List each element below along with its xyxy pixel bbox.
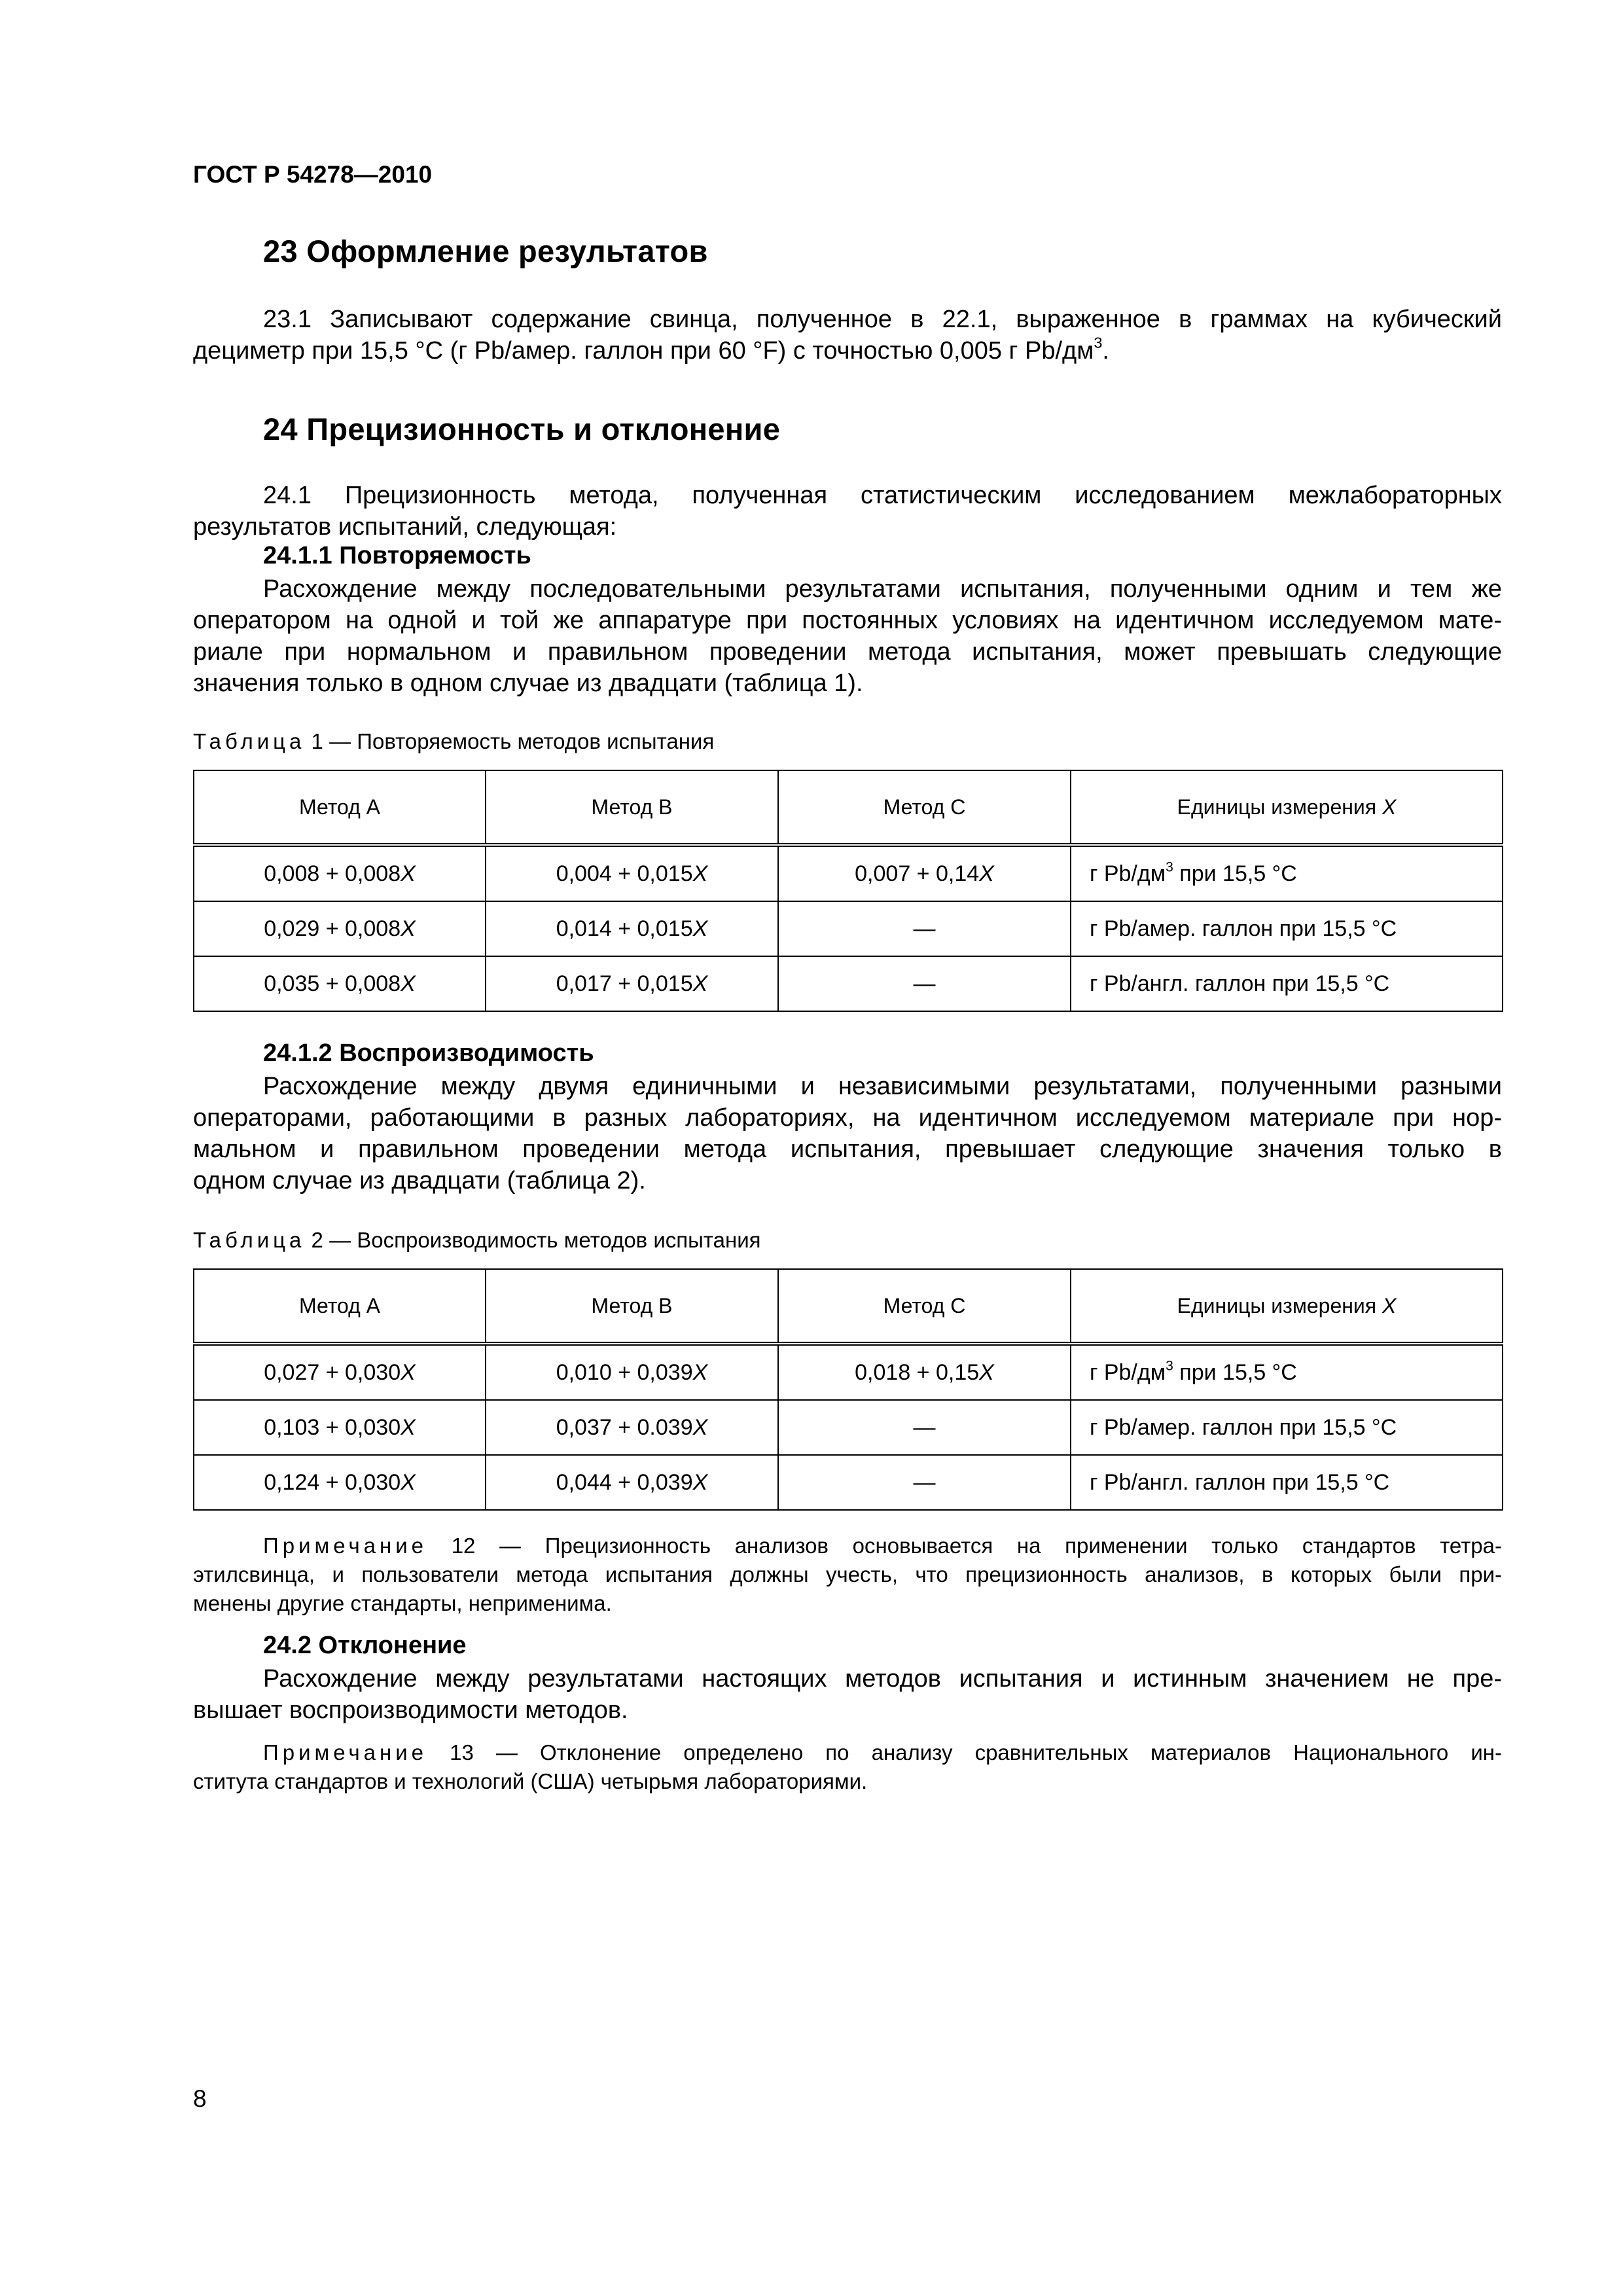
table-cell <box>778 1344 1071 1400</box>
table-1 <box>193 770 1503 1012</box>
table-cell <box>778 901 1071 956</box>
caption-text: 2 — Воспроизводимость методов испытания <box>305 1228 761 1252</box>
unit-cell <box>1071 956 1503 1011</box>
note-line: менены другие стандарты, неприменима. <box>193 1591 612 1615</box>
cell-value: 0,044 + 0,039 <box>556 1469 693 1495</box>
cell-value: — <box>913 916 936 941</box>
table-cell <box>778 1400 1071 1455</box>
table-cell <box>486 956 778 1011</box>
section-23-title: 23 Оформление результатов <box>263 234 708 268</box>
header-variable: X <box>1382 795 1397 819</box>
header-cell: Метод А <box>194 1269 486 1344</box>
note-text: 12 — Прецизионность анализов основывается на применении только стандартов тетра- <box>427 1534 1502 1558</box>
subsection-24-2-title: 24.2 Отклонение <box>263 1632 467 1659</box>
note-line: ститута стандартов и технологий (США) четырьмя лабораториями. <box>193 1769 868 1793</box>
caption-label: Таблица <box>193 1228 306 1252</box>
table-cell <box>486 1400 778 1455</box>
table-header-row <box>194 770 1503 845</box>
paragraph-line: вышает воспроизводимости методов. <box>193 1696 628 1724</box>
cell-value: — <box>913 1414 936 1440</box>
section-24-1-paragraph <box>193 480 1502 543</box>
paragraph-line: Расхождение между последовательными результатами испытания, полученными одним и тем же <box>263 575 1502 603</box>
table-cell <box>486 1344 778 1400</box>
cell-variable: X <box>401 916 416 941</box>
caption-label: Таблица <box>193 729 306 753</box>
unit-cell <box>1071 1455 1503 1510</box>
note-text: 13 — Отклонение определено по анализу сравнительных материалов Национального ин- <box>427 1740 1502 1765</box>
subsection-24-2-paragraph <box>193 1663 1502 1726</box>
cell-value: 0,027 + 0,030 <box>264 1359 401 1385</box>
table-cell <box>194 1455 486 1510</box>
cell-variable: X <box>692 971 708 996</box>
cell-value: 0,004 + 0,015 <box>556 861 693 886</box>
unit-text: г Pb/дм <box>1090 1359 1166 1385</box>
note-label: Примечание <box>263 1740 428 1765</box>
cell-value: 0,035 + 0,008 <box>264 971 401 996</box>
note-line <box>193 1738 1502 1767</box>
paragraph-line: операторами, работающими в разных лабораториях, на идентичном исследуемом материале при нор- <box>193 1104 1502 1132</box>
table-cell <box>778 845 1071 901</box>
table-2 <box>193 1268 1503 1511</box>
table-cell <box>486 845 778 901</box>
unit-text: при 15,5 °С <box>1173 861 1297 886</box>
cell-value: 0,124 + 0,030 <box>264 1469 401 1495</box>
unit-cell <box>1071 845 1503 901</box>
subsection-24-1-2-paragraph <box>193 1071 1502 1196</box>
cell-variable: X <box>401 861 416 886</box>
table-row <box>194 1400 1503 1455</box>
note-line <box>193 1532 1502 1560</box>
cell-value: — <box>913 971 936 996</box>
paragraph-line: значения только в одном случае из двадцати (таблица 1). <box>193 670 863 697</box>
cell-variable: X <box>692 916 708 941</box>
cell-variable: X <box>401 971 416 996</box>
header-cell <box>1071 1269 1503 1344</box>
paragraph-line: 24.1 Прецизионность метода, полученная статистическим исследованием межлабораторных <box>263 482 1502 509</box>
header-cell: Метод С <box>778 770 1071 845</box>
header-cell: Метод В <box>486 1269 778 1344</box>
unit-text: г Pb/дм <box>1090 861 1166 886</box>
note-line: этилсвинца, и пользователи метода испытания должны учесть, что прецизионность анализов, в которых были при- <box>193 1562 1502 1587</box>
table-row <box>194 1455 1503 1510</box>
caption-text: 1 — Повторяемость методов испытания <box>305 729 715 753</box>
page-number: 8 <box>193 2085 207 2112</box>
document-code: ГОСТ Р 54278—2010 <box>193 161 433 188</box>
table-cell <box>778 956 1071 1011</box>
cell-value: 0,018 + 0,15 <box>855 1359 980 1385</box>
cell-variable: X <box>692 1469 708 1495</box>
paragraph-line: результатов испытаний, следующая: <box>193 513 617 541</box>
text-run: дециметр при 15,5 °С (г Pb/амер. галлон при 60 °F) с точностью 0,005 г Pb/дм <box>193 337 1094 365</box>
table-row <box>194 845 1503 901</box>
cell-value: 0,029 + 0,008 <box>264 916 401 941</box>
cell-variable: X <box>401 1414 416 1440</box>
table-cell <box>194 1344 486 1400</box>
subsection-24-1-2-title: 24.1.2 Воспроизводимость <box>263 1039 594 1067</box>
cell-variable: X <box>692 1414 708 1440</box>
header-cell: Метод А <box>194 770 486 845</box>
table-row <box>194 1344 1503 1400</box>
paragraph-line: оператором на одной и той же аппаратуре при постоянных условиях на идентичном исследуемом мате- <box>193 607 1502 634</box>
cell-value: 0,008 + 0,008 <box>264 861 401 886</box>
cell-variable: X <box>401 1359 416 1385</box>
header-text: Единицы измерения <box>1177 1293 1382 1318</box>
paragraph-line: Расхождение между результатами настоящих методов испытания и истинным значением не пре- <box>263 1665 1502 1693</box>
table-cell <box>194 901 486 956</box>
section-24-title: 24 Прецизионность и отклонение <box>263 412 781 446</box>
cell-value: 0,010 + 0,039 <box>556 1359 693 1385</box>
table-cell <box>194 956 486 1011</box>
header-cell: Метод С <box>778 1269 1071 1344</box>
unit-text: г Pb/англ. галлон при 15,5 °С <box>1090 971 1390 996</box>
cell-value: — <box>913 1469 936 1495</box>
table-cell <box>194 1400 486 1455</box>
cell-value: 0,037 + 0.039 <box>556 1414 693 1440</box>
paragraph-line: 23.1 Записывают содержание свинца, полученное в 22.1, выраженное в граммах на кубический <box>263 306 1502 333</box>
unit-text: г Pb/амер. галлон при 15,5 °С <box>1090 1414 1397 1440</box>
superscript: 3 <box>1094 334 1103 351</box>
paragraph-line: одном случае из двадцати (таблица 2). <box>193 1167 646 1194</box>
header-cell <box>1071 770 1503 845</box>
superscript: 3 <box>1166 1357 1173 1373</box>
table-cell <box>778 1455 1071 1510</box>
table-1-caption <box>193 729 714 754</box>
cell-variable: X <box>979 1359 994 1385</box>
paragraph-line: Расхождение между двумя единичными и независимыми результатами, полученными разными <box>263 1073 1502 1100</box>
superscript: 3 <box>1166 859 1173 874</box>
section-23-paragraph <box>193 304 1502 367</box>
paragraph-line: мальном и правильном проведении метода испытания, превышает следующие значения только в <box>193 1136 1502 1163</box>
note-label: Примечание <box>263 1534 428 1558</box>
table-2-caption <box>193 1228 761 1253</box>
subsection-24-1-1-title: 24.1.1 Повторяемость <box>263 542 531 569</box>
unit-cell <box>1071 1400 1503 1455</box>
cell-value: 0,017 + 0,015 <box>556 971 693 996</box>
text-run: . <box>1102 337 1109 365</box>
cell-value: 0,103 + 0,030 <box>264 1414 401 1440</box>
table-header-row <box>194 1269 1503 1344</box>
table-cell <box>486 1455 778 1510</box>
unit-text: г Pb/амер. галлон при 15,5 °С <box>1090 916 1397 941</box>
cell-value: 0,014 + 0,015 <box>556 916 693 941</box>
table-cell <box>194 845 486 901</box>
unit-text: при 15,5 °С <box>1173 1359 1297 1385</box>
header-cell: Метод В <box>486 770 778 845</box>
table-row <box>194 956 1503 1011</box>
unit-cell <box>1071 901 1503 956</box>
header-text: Единицы измерения <box>1177 795 1382 819</box>
cell-variable: X <box>979 861 994 886</box>
unit-cell <box>1071 1344 1503 1400</box>
note-12 <box>193 1532 1502 1618</box>
cell-variable: X <box>401 1469 416 1495</box>
paragraph-line <box>193 335 1502 367</box>
unit-text: г Pb/англ. галлон при 15,5 °С <box>1090 1469 1390 1495</box>
header-variable: X <box>1382 1293 1397 1318</box>
cell-value: 0,007 + 0,14 <box>855 861 980 886</box>
paragraph-line: риале при нормальном и правильном проведении метода испытания, может превышать следующие <box>193 638 1502 666</box>
table-row <box>194 901 1503 956</box>
note-13 <box>193 1738 1502 1796</box>
subsection-24-1-1-paragraph <box>193 573 1502 699</box>
cell-variable: X <box>692 1359 708 1385</box>
cell-variable: X <box>692 861 708 886</box>
table-cell <box>486 901 778 956</box>
